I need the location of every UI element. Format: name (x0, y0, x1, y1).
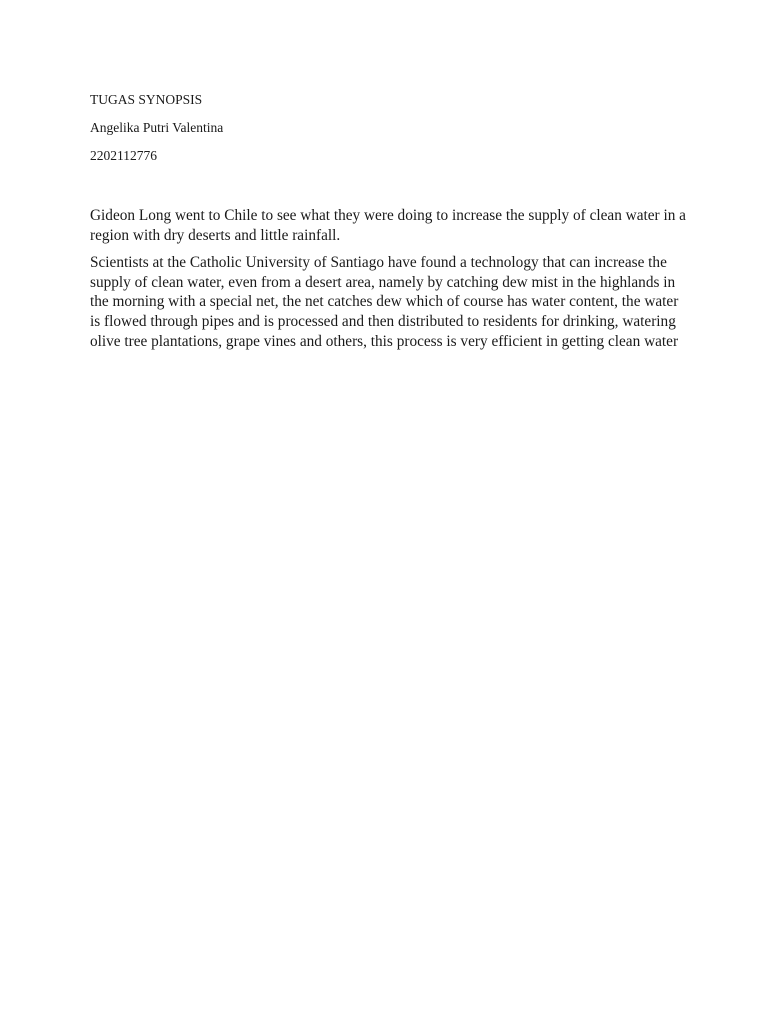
author-name: Angelika Putri Valentina (90, 120, 224, 135)
student-id: 2202112776 (90, 148, 157, 163)
document-body (90, 206, 686, 359)
paragraph-technology: Scientists at the Catholic University of Santiago have found a technology that can increase the supply of clean water, even from a desert area, namely by catching dew mist in the highlands in the morning with a special net, the net catches dew which of course has water content, the water is flowed through pipes and is processed and then distributed to residents for drinking, watering olive tree plantations, grape vines and others, this process is very efficient in getting clean water (90, 254, 679, 350)
assignment-title: TUGAS SYNOPSIS (90, 92, 203, 107)
paragraph-intro: Gideon Long went to Chile to see what they were doing to increase the supply of clean water in a region with dry deserts and little rainfall. (90, 207, 686, 244)
document-header (90, 91, 690, 175)
